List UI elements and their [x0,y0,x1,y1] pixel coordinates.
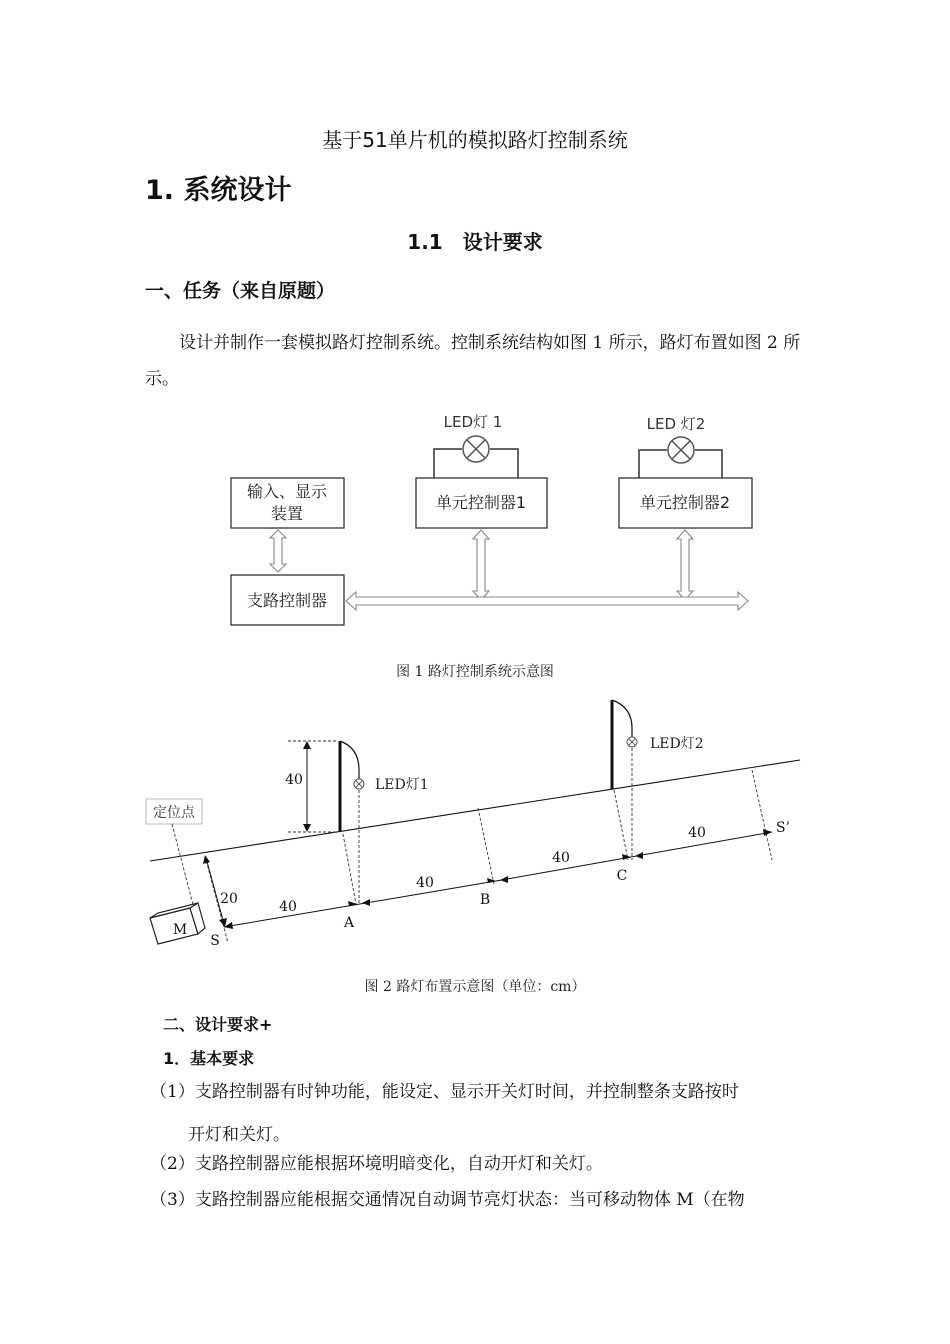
fig2-dim-cs: 40 [688,825,706,841]
fig1-io-box-line2: 装置 [270,504,304,523]
requirements-heading: 二、设计要求+ [163,1015,273,1034]
fig2-dim-sa: 40 [279,899,297,915]
fig2-label-b: B [479,892,491,908]
requirement-1-line-2: 开灯和关灯。 [188,1125,290,1145]
figure-1-diagram [0,400,950,645]
fig2-label-c: C [616,868,628,884]
fig1-unit1-box: 单元控制器1 [435,493,527,512]
figure-2-caption: 图 2 路灯布置示意图（单位：cm） [364,979,586,995]
section-1-heading: 1. 系统设计 [145,175,292,206]
task-heading: 一、任务（来自原题） [145,280,336,302]
fig1-branch-box: 支路控制器 [246,591,328,610]
document-title: 基于51单片机的模拟路灯控制系统 [322,128,628,152]
fig1-io-box-line1: 输入、显示 [246,482,328,501]
basic-requirements-heading: 1．基本要求 [163,1049,255,1068]
fig1-led2-label: LED 灯2 [646,415,706,433]
section-1-1-heading: 1.1 设计要求 [407,230,543,254]
fig2-pole-height-label: 40 [285,772,303,788]
requirement-3: （3）支路控制器应能根据交通情况自动调节亮灯状态：当可移动物体 M（在物 [150,1190,745,1210]
fig2-dim-ab: 40 [416,875,434,891]
fig1-led2-lamp-icon [668,437,694,463]
fig2-led1-lamp-icon [354,779,364,789]
fig2-locator-label: 定位点 [153,805,195,821]
fig2-dimension-arrowheads [224,829,772,929]
figure-2-diagram [0,690,950,960]
fig2-led1-label: LED灯1 [375,777,429,793]
fig2-label-s-prime: S’ [775,820,791,836]
fig2-dim-bc: 40 [552,850,570,866]
requirement-1-line-1: （1）支路控制器有时钟功能，能设定、显示开关灯时间，并控制整条支路按时 [150,1082,739,1102]
fig2-m-label: M [172,922,188,938]
fig2-object-m [150,903,205,944]
fig2-dim-20: 20 [220,891,238,907]
fig2-led2-lamp-icon [627,737,637,747]
requirement-2: （2）支路控制器应能根据环境明暗变化，自动开灯和关灯。 [150,1154,603,1174]
fig1-led1-label: LED灯 1 [443,413,503,431]
fig1-led1-lamp-icon [463,436,489,462]
figure-1-caption: 图 1 路灯控制系统示意图 [396,664,554,680]
task-paragraph: 设计并制作一套模拟路灯控制系统。控制系统结构如图 1 所示，路灯布置如图 2 所示。 [145,333,801,389]
fig2-label-s: S [210,933,220,949]
fig1-unit2-box: 单元控制器2 [639,493,731,512]
fig2-led2-label: LED灯2 [650,736,704,752]
fig2-label-a: A [343,915,355,931]
